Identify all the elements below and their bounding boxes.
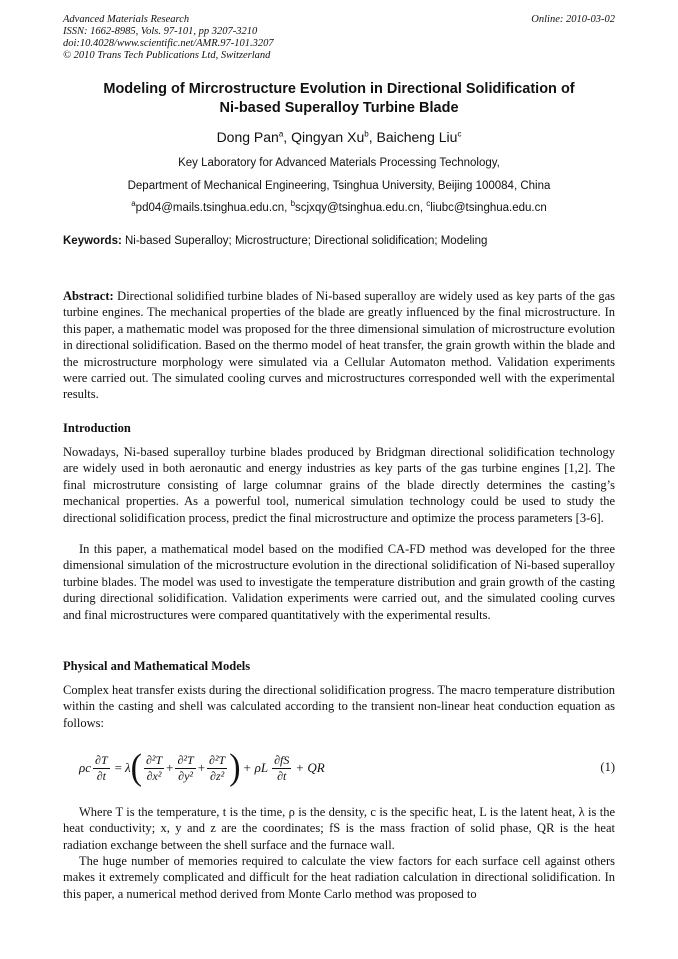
abstract-label: Abstract:	[63, 289, 114, 303]
author-separator: ,	[368, 129, 377, 145]
models-paragraph-1: Complex heat transfer exists during the directional solidification progress. The macro temperature distribution within the casting and shell was calculated according to the transient non-linear heat conduction equation as follows:	[63, 683, 615, 730]
email-marker: b	[290, 199, 296, 209]
author-name: Qingyan Xu	[291, 129, 365, 145]
equation-number: (1)	[600, 760, 615, 774]
online-date: Online: 2010-03-02	[531, 14, 615, 25]
email-address[interactable]: pd04@mails.tsinghua.edu.cn,	[135, 202, 291, 214]
eq-sign: +	[166, 760, 174, 775]
equation-body	[79, 742, 325, 794]
eq-latent-term: + ρL	[242, 760, 269, 775]
keywords	[63, 235, 615, 247]
title-line-2: Ni-based Superalloy Turbine Blade	[219, 100, 459, 116]
intro-paragraph-2: In this paper, a mathematical model based on the modified CA-FD method was developed for the three dimensional simulation of the microstructure evolution in the directional solidification of Ni-based superalloy turbine blades. The model was used to investigate the temperature distribution and grain growth of the casting during directional solidification. Validation experiments were carried out, and the simulated cooling curves and final microstructures were compared quantitatively with the experimental results.	[63, 542, 615, 622]
author-marker: b	[364, 129, 369, 139]
title-line-1: Modeling of Mircrostructure Evolution in Directional Solidification of	[103, 81, 575, 97]
journal-name: Advanced Materials Research	[63, 14, 190, 25]
author-emails	[0, 199, 678, 214]
eq-fraction: $\frac{\text{∂²T}}{\text{∂z²}}$	[209, 752, 226, 783]
doi-line: doi:10.4028/www.scientific.net/AMR.97-101.3207	[63, 38, 274, 49]
section-heading-models: Physical and Mathematical Models	[63, 659, 251, 673]
abstract-text: Directional solidified turbine blades of Ni-based superalloy are widely used as key parts of the gas turbine engines. The mechanical properties of the blade are greatly influenced by the final microstructure. In this paper, a mathematic model was proposed for the three dimensional simulation of microstructure evolution in directional solidification. Based on the thermo model of heat transfer, the grain growth within the blade and the microstructure morphology were simulated via a Cellular Automaton method. Validation experiments were carried out. The simulated cooling curves and microstructures corresponded well with the experimental results.	[63, 289, 615, 402]
email-marker: a	[131, 199, 136, 209]
author-name: Dong Pan	[216, 129, 279, 145]
eq-radiation-term: + QR	[295, 760, 325, 775]
affiliation-line-2: Department of Mechanical Engineering, Tsinghua University, Beijing 100084, China	[127, 180, 551, 192]
eq-coef: ρc	[79, 760, 92, 775]
heat-equation	[63, 742, 615, 794]
author-marker: a	[278, 129, 284, 139]
section-heading-introduction: Introduction	[63, 421, 131, 435]
author-marker: c	[457, 129, 462, 139]
intro-paragraph-1: Nowadays, Ni-based superalloy turbine blades produced by Bridgman directional solidification technology are widely used in both aeronautic and energy industries as key parts of the gas turbine engines [1,2]. The final microstruture consisting of large columnar grains of the blade directly determines the casting’s mechanical properties. As a powerful tool, numerical simulation technology could be used to study the directional solidification process, predict the final microstructure and optimize the process parameters [3-6].	[63, 445, 615, 525]
eq-lambda: λ	[124, 760, 131, 775]
email-address[interactable]: liubc@tsinghua.edu.cn	[430, 202, 547, 214]
author-separator: ,	[283, 129, 292, 145]
variables-paragraph: Where T is the temperature, t is the time, ρ is the density, c is the specific heat, L is the latent heat, λ is the heat conductivity; x, y and z are the coordinates; fS is the mass fraction of solid phase, QR is the heat radiation exchange between the shell surface and the furnace wall.	[63, 805, 615, 852]
affiliation-line-1: Key Laboratory for Advanced Materials Processing Technology,	[178, 157, 500, 169]
eq-sign: =	[114, 760, 122, 775]
eq-fraction: $\frac{\text{∂²T}}{\text{∂y²}}$	[177, 752, 194, 783]
journal-header	[63, 14, 615, 62]
email-address[interactable]: scjxqy@tsinghua.edu.cn,	[295, 202, 427, 214]
abstract	[63, 288, 615, 403]
paper-title	[40, 80, 638, 118]
radiation-paragraph: The huge number of memories required to calculate the view factors for each surface cell against others makes it extremely complicated and difficult for the heat radiation calculation in directional solidification. In this paper, a numerical method derived from Monte Carlo method was proposed to	[63, 854, 615, 901]
keywords-label: Keywords:	[63, 235, 122, 247]
author-list	[0, 129, 678, 145]
issn-line: ISSN: 1662-8985, Vols. 97-101, pp 3207-3210	[63, 26, 258, 37]
eq-paren-open: (	[130, 747, 142, 788]
eq-sign: +	[197, 760, 206, 775]
author-name: Baicheng Liu	[376, 129, 458, 145]
eq-fraction: $\frac{\partial T}{\partial t}$	[95, 752, 108, 783]
keywords-text: Ni-based Superalloy; Microstructure; Directional solidification; Modeling	[121, 235, 488, 247]
eq-paren-close: )	[229, 747, 241, 788]
copyright-line: © 2010 Trans Tech Publications Ltd, Switzerland	[63, 50, 271, 61]
eq-fraction: $\frac{\text{∂²T}}{\text{∂x²}}$	[145, 752, 163, 783]
eq-fraction: $\frac{\partial fS}{\partial t}$	[274, 752, 290, 783]
email-marker: c	[426, 199, 431, 209]
